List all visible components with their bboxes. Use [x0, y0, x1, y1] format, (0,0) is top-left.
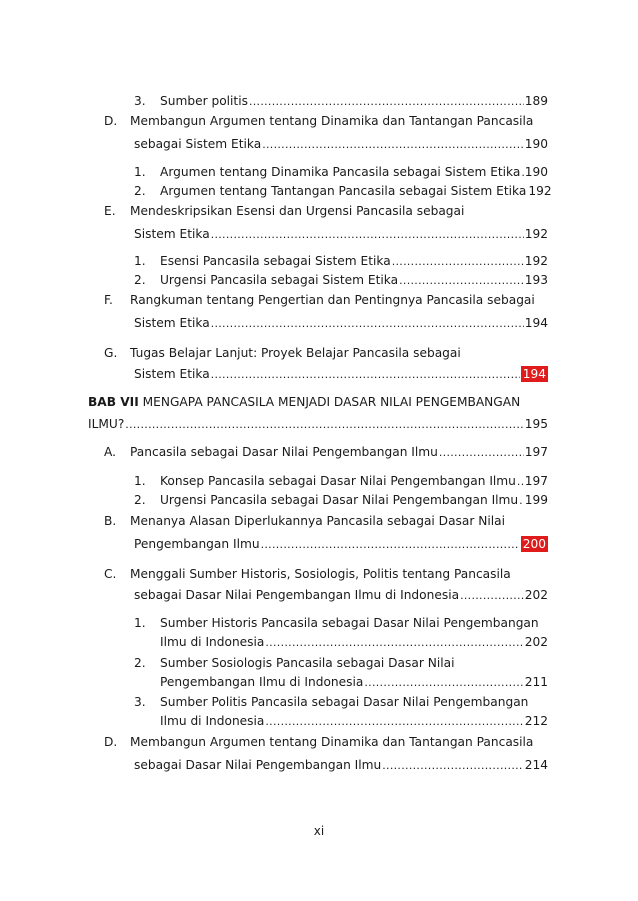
leader-dots [519, 492, 524, 509]
toc-title-cont: Sistem Etika [134, 367, 210, 381]
toc-title[interactable]: Membangun Argumen tentang Dinamika dan Tantangan Pancasila [130, 735, 534, 749]
leader-dots [460, 587, 524, 604]
toc-entry[interactable] [160, 272, 548, 289]
toc-number: 2. [134, 184, 146, 198]
toc-entry[interactable] [134, 366, 548, 383]
toc-title-cont: sebagai Sistem Etika [134, 137, 262, 151]
chapter-heading[interactable] [88, 394, 520, 410]
leader-dots [261, 536, 520, 553]
toc-letter: B. [104, 514, 117, 528]
toc-entry[interactable] [134, 757, 548, 774]
toc-entry[interactable] [160, 473, 548, 490]
toc-title: Sumber politis [160, 94, 248, 108]
toc-title-cont: Ilmu di Indonesia [160, 635, 265, 649]
leader-dots [521, 164, 523, 181]
toc-title: Konsep Pancasila sebagai Dasar Nilai Pengembangan Ilmu [160, 474, 516, 488]
toc-page: 211 [524, 675, 548, 689]
toc-title[interactable]: Sumber Sosiologis Pancasila sebagai Dasar Nilai [160, 656, 455, 670]
toc-title: Pancasila sebagai Dasar Nilai Pengembangan Ilmu [130, 445, 438, 459]
leader-dots [382, 757, 523, 774]
toc-entry[interactable] [134, 587, 548, 604]
toc-page: 190 [524, 165, 548, 179]
page-number: xi [313, 824, 325, 838]
toc-page: 212 [524, 714, 548, 728]
toc-number: 1. [134, 165, 146, 179]
toc-page: 192 [524, 227, 548, 241]
toc-entry[interactable] [160, 253, 548, 270]
toc-title-cont: Pengembangan Ilmu di Indonesia [160, 675, 364, 689]
toc-letter: D. [104, 735, 118, 749]
toc-number: 2. [134, 493, 146, 507]
toc-page: 202 [524, 635, 548, 649]
toc-title-cont: Ilmu di Indonesia [160, 714, 265, 728]
toc-entry[interactable] [160, 713, 548, 730]
toc-title-cont: Sistem Etika [134, 316, 210, 330]
toc-number: 2. [134, 273, 146, 287]
toc-entry[interactable] [134, 315, 548, 332]
toc-number: 3. [134, 695, 146, 709]
toc-entry[interactable] [160, 492, 548, 509]
toc-entry[interactable] [134, 226, 548, 243]
toc-page: 202 [524, 588, 548, 602]
leader-dots [265, 634, 523, 651]
toc-page: 199 [524, 493, 548, 507]
leader-dots [364, 674, 523, 691]
toc-entry[interactable] [134, 136, 548, 153]
chapter-label: BAB VII [88, 395, 139, 409]
toc-title-cont: Pengembangan Ilmu [134, 537, 260, 551]
toc-title: Esensi Pancasila sebagai Sistem Etika [160, 254, 391, 268]
toc-page: 197 [524, 474, 548, 488]
toc-page-highlighted: 194 [522, 367, 546, 381]
toc-title: Urgensi Pancasila sebagai Dasar Nilai Pengembangan Ilmu [160, 493, 519, 507]
toc-title[interactable]: Sumber Politis Pancasila sebagai Dasar Nilai Pengembangan [160, 695, 529, 709]
leader-dots [211, 226, 524, 243]
toc-page: 192 [528, 184, 552, 198]
toc-title-cont: sebagai Dasar Nilai Pengembangan Ilmu [134, 758, 382, 772]
toc-page: 194 [524, 316, 548, 330]
leader-dots [211, 366, 520, 383]
toc-letter: F. [104, 293, 113, 307]
toc-page: 190 [524, 137, 548, 151]
toc-entry[interactable] [160, 183, 552, 200]
toc-title[interactable]: Sumber Historis Pancasila sebagai Dasar Nilai Pengembangan [160, 616, 539, 630]
toc-page: 189 [524, 94, 548, 108]
leader-dots [439, 444, 524, 461]
toc-number: 1. [134, 474, 146, 488]
toc-title[interactable]: Menanya Alasan Diperlukannya Pancasila sebagai Dasar Nilai [130, 514, 505, 528]
toc-title-cont: Sistem Etika [134, 227, 210, 241]
toc-title: Argumen tentang Dinamika Pancasila sebagai Sistem Etika [160, 165, 521, 179]
toc-page: 214 [524, 758, 548, 772]
leader-dots [265, 713, 523, 730]
toc-title[interactable]: Mendeskripsikan Esensi dan Urgensi Pancasila sebagai [130, 204, 465, 218]
toc-page: 197 [524, 445, 548, 459]
toc-page: 193 [524, 273, 548, 287]
toc-entry[interactable] [88, 416, 548, 433]
toc-title[interactable]: Rangkuman tentang Pengertian dan Pentingnya Pancasila sebagai [130, 293, 535, 307]
leader-dots [392, 253, 524, 270]
leader-dots [211, 315, 524, 332]
toc-entry[interactable] [160, 93, 548, 110]
toc-entry[interactable] [160, 674, 548, 691]
toc-page: 192 [524, 254, 548, 268]
toc-number: 1. [134, 616, 146, 630]
leader-dots [517, 473, 524, 490]
leader-dots [262, 136, 524, 153]
toc-page: 195 [524, 417, 548, 431]
toc-letter: A. [104, 445, 116, 459]
toc-title-cont: sebagai Dasar Nilai Pengembangan Ilmu di Indonesia [134, 588, 460, 602]
toc-letter: D. [104, 114, 118, 128]
toc-title[interactable]: Tugas Belajar Lanjut: Proyek Belajar Pancasila sebagai [130, 346, 461, 360]
toc-entry[interactable] [160, 164, 548, 181]
leader-dots [249, 93, 524, 110]
leader-dots [399, 272, 524, 289]
toc-entry[interactable] [130, 444, 548, 461]
leader-dots [125, 416, 523, 433]
chapter-title-cont: ILMU? [88, 417, 125, 431]
toc-title: Urgensi Pancasila sebagai Sistem Etika [160, 273, 399, 287]
toc-number: 3. [134, 94, 146, 108]
toc-letter: E. [104, 204, 116, 218]
toc-entry[interactable] [160, 634, 548, 651]
toc-title[interactable]: Menggali Sumber Historis, Sosiologis, Politis tentang Pancasila [130, 567, 511, 581]
toc-number: 1. [134, 254, 146, 268]
toc-title[interactable]: Membangun Argumen tentang Dinamika dan Tantangan Pancasila [130, 114, 534, 128]
toc-entry[interactable] [134, 536, 548, 553]
toc-letter: C. [104, 567, 117, 581]
toc-title: Argumen tentang Tantangan Pancasila sebagai Sistem Etika [160, 184, 527, 198]
toc-number: 2. [134, 656, 146, 670]
toc-letter: G. [104, 346, 118, 360]
toc-page-highlighted: 200 [522, 537, 546, 551]
chapter-title: MENGAPA PANCASILA MENJADI DASAR NILAI PENGEMBANGAN [142, 395, 521, 409]
